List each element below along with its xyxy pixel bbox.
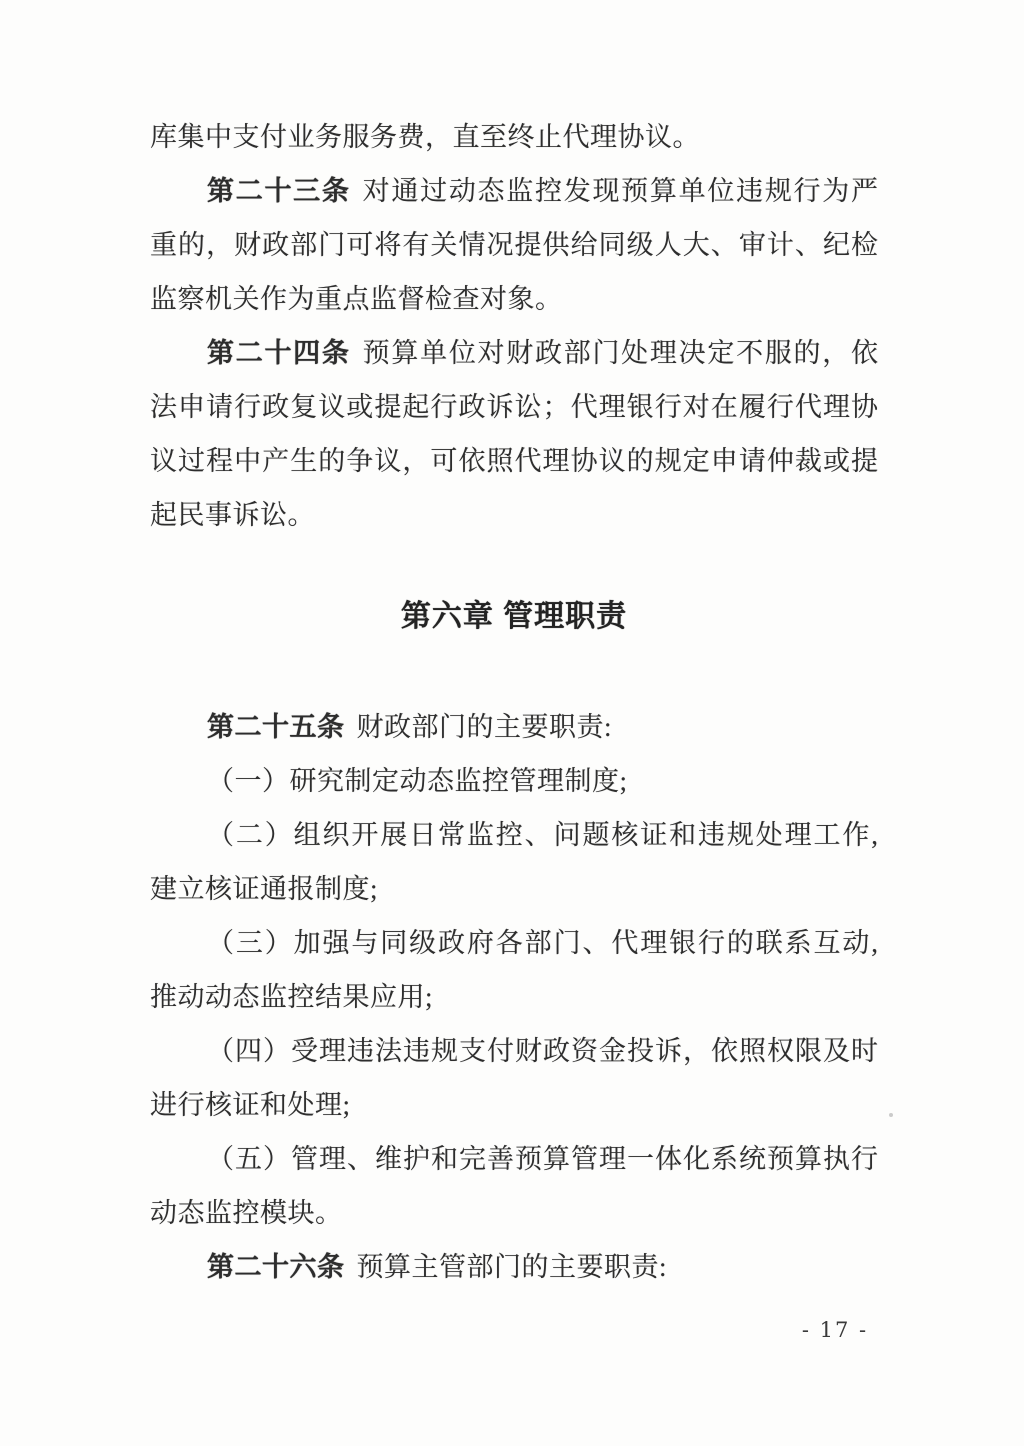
article-24-line	[150, 326, 878, 380]
list-item-5: （五）管理、维护和完善预算管理一体化系统预算执行	[207, 1144, 878, 1174]
list-item-1: （一）研究制定动态监控管理制度;	[207, 766, 628, 796]
list-item-3: （三）加强与同级政府各部门、代理银行的联系互动,	[207, 928, 878, 958]
body-line-text: 财政部门的主要职责:	[356, 712, 613, 742]
body-line: 建立核证通报制度;	[150, 874, 379, 904]
article-25-line	[150, 700, 878, 754]
article-number-label: 第二十四条	[207, 338, 351, 368]
list-item-2: （二）组织开展日常监控、问题核证和违规处理工作,	[207, 820, 878, 850]
body-line: 议过程中产生的争议，可依照代理协议的规定申请仲裁或提	[150, 446, 878, 476]
chapter-heading: 第六章 管理职责	[400, 600, 628, 633]
body-line: 法申请行政复议或提起行政诉讼；代理银行对在履行代理协	[150, 392, 878, 422]
body-line-text: 对通过动态监控发现预算单位违规行为严	[362, 176, 879, 206]
list-item-4: （四）受理违法违规支付财政资金投诉，依照权限及时	[207, 1036, 878, 1066]
article-23-line	[150, 164, 878, 218]
document-body	[150, 110, 878, 1294]
page-number: - 17 -	[801, 1318, 869, 1342]
body-line: 进行核证和处理;	[150, 1090, 351, 1120]
body-line: 推动动态监控结果应用;	[150, 982, 434, 1012]
article-number-label: 第二十五条	[207, 712, 345, 742]
scan-artifact-dot	[889, 1113, 893, 1117]
article-26-line	[150, 1240, 878, 1294]
body-line: 起民事诉讼。	[150, 500, 315, 530]
body-line-text: 预算单位对财政部门处理决定不服的，依	[362, 338, 879, 368]
body-line: 动态监控模块。	[150, 1198, 343, 1228]
body-line: 监察机关作为重点监督检查对象。	[150, 284, 563, 314]
article-number-label: 第二十六条	[207, 1252, 345, 1282]
article-number-label: 第二十三条	[207, 176, 351, 206]
body-line: 库集中支付业务服务费，直至终止代理协议。	[150, 122, 700, 152]
body-line: 重的，财政部门可将有关情况提供给同级人大、审计、纪检	[150, 230, 878, 260]
body-line-text: 预算主管部门的主要职责:	[356, 1252, 668, 1282]
